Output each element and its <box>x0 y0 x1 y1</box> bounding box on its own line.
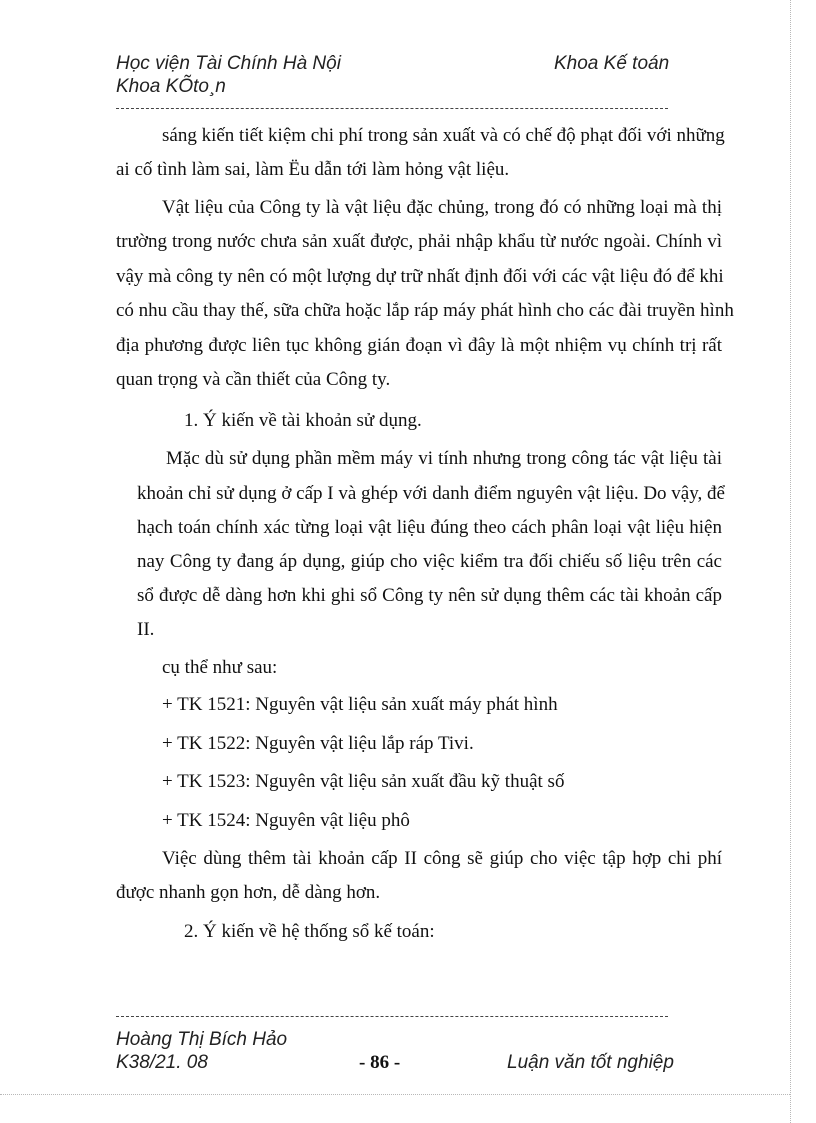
body-line: sổ được dễ dàng hơn khi ghi sổ Công ty nên sử dụng thêm các tài khoản cấp <box>137 585 722 606</box>
body-line: có nhu cầu thay thế, sữa chữa hoặc lắp ráp máy phát hình cho các đài truyền hình <box>116 300 734 321</box>
page-number: - 86 - <box>359 1052 401 1073</box>
page-border-right <box>790 0 791 1123</box>
header-institution: Học viện Tài Chính Hà Nội <box>116 53 341 74</box>
body-line: nay Công ty đang áp dụng, giúp cho việc kiểm tra đối chiếu số liệu trên các <box>137 551 722 572</box>
list-item: + TK 1523: Nguyên vật liệu sản xuất đầu kỹ thuật số <box>162 771 565 792</box>
section-heading: 1. Ý kiến về tài khoản sử dụng. <box>184 410 422 431</box>
list-item: + TK 1521: Nguyên vật liệu sản xuất máy phát hình <box>162 694 558 715</box>
body-line: Vật liệu của Công ty là vật liệu đặc chủng, trong đó có những loại mà thị <box>162 197 722 218</box>
section-heading: 2. Ý kiến về hệ thống sổ kế toán: <box>184 921 435 942</box>
body-line: vậy mà công ty nên có một lượng dự trữ nhất định đối với các vật liệu đó để khi <box>116 266 724 287</box>
body-line: trường trong nước chưa sản xuất được, phải nhập khẩu từ nước ngoài. Chính vì <box>116 231 722 252</box>
body-line: Mặc dù sử dụng phần mềm máy vi tính nhưng trong công tác vật liệu tài <box>166 448 722 469</box>
footer-doc-type: Luận văn tốt nghiệp <box>507 1052 674 1073</box>
body-line: địa phương được liên tục không gián đoạn vì đây là một nhiệm vụ chính trị rất <box>116 335 722 356</box>
body-line: ai cố tình làm sai, làm Ëu dẫn tới làm hỏng vật liệu. <box>116 159 510 180</box>
body-line: được nhanh gọn hơn, dễ dàng hơn. <box>116 882 381 903</box>
header-department: Khoa Kế toán <box>554 53 670 74</box>
footer-divider <box>116 1016 668 1017</box>
body-line: II. <box>137 619 155 640</box>
list-item: + TK 1522: Nguyên vật liệu lắp ráp Tivi. <box>162 733 474 754</box>
body-line: Việc dùng thêm tài khoản cấp II công sẽ giúp cho việc tập hợp chi phí <box>162 848 722 869</box>
body-line: khoản chỉ sử dụng ở cấp I và ghép với danh điểm nguyên vật liệu. Do vậy, để <box>137 483 725 504</box>
header-department-garbled: Khoa KÕto¸n <box>116 76 226 97</box>
footer-class-code: K38/21. 08 <box>116 1052 208 1073</box>
body-line: quan trọng và cần thiết của Công ty. <box>116 369 391 390</box>
list-item: + TK 1524: Nguyên vật liệu phô <box>162 810 410 831</box>
body-line: hạch toán chính xác từng loại vật liệu đúng theo cách phân loại vật liệu hiện <box>137 517 722 538</box>
header-divider <box>116 108 668 109</box>
body-line: sáng kiến tiết kiệm chi phí trong sản xuất và có chế độ phạt đối với những <box>162 125 725 146</box>
page-border-bottom <box>0 1094 790 1095</box>
footer-author: Hoàng Thị Bích Hảo <box>116 1029 288 1050</box>
body-line: cụ thể như sau: <box>162 657 278 678</box>
